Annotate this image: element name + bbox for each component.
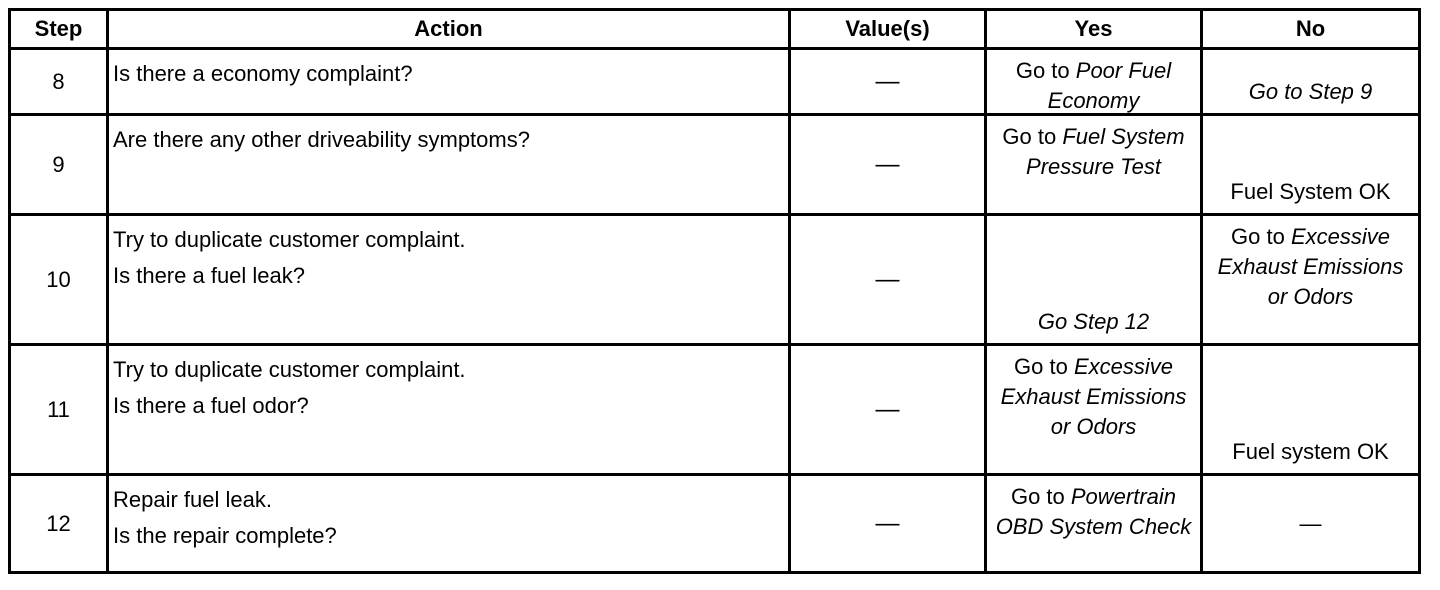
yes-plain: Go to bbox=[1014, 354, 1074, 379]
action-line: Is there a fuel odor? bbox=[113, 393, 309, 418]
header-no: No bbox=[1202, 10, 1420, 49]
header-step: Step bbox=[10, 10, 108, 49]
action-cell bbox=[108, 215, 790, 345]
table-row bbox=[10, 49, 1420, 115]
yes-text bbox=[987, 52, 1200, 120]
yes-italic: Go Step 12 bbox=[1037, 309, 1150, 334]
action-cell bbox=[108, 345, 790, 475]
action-line: Is the repair complete? bbox=[113, 523, 337, 548]
yes-text bbox=[987, 118, 1200, 186]
yes-cell bbox=[986, 215, 1202, 345]
yes-italic: Poor Fuel Economy bbox=[1047, 58, 1172, 113]
value-cell: — bbox=[790, 475, 986, 573]
value-cell: — bbox=[790, 345, 986, 475]
no-cell bbox=[1202, 115, 1420, 215]
value-cell: — bbox=[790, 115, 986, 215]
no-cell bbox=[1202, 49, 1420, 115]
action-line: Repair fuel leak. bbox=[113, 487, 272, 512]
no-text bbox=[1203, 218, 1418, 316]
action-line: Try to duplicate customer complaint. bbox=[113, 357, 466, 382]
action-line: Is there a economy complaint? bbox=[113, 61, 413, 86]
yes-text bbox=[987, 348, 1200, 446]
no-plain: Go to bbox=[1231, 224, 1291, 249]
no-italic: Excessive Exhaust Emissions or Odors bbox=[1217, 224, 1404, 309]
value-cell: — bbox=[790, 49, 986, 115]
yes-text bbox=[987, 303, 1200, 341]
header-values: Value(s) bbox=[790, 10, 986, 49]
yes-cell bbox=[986, 475, 1202, 573]
step-number: 11 bbox=[10, 345, 108, 475]
step-number: 9 bbox=[10, 115, 108, 215]
yes-cell bbox=[986, 115, 1202, 215]
yes-plain: Go to bbox=[1015, 58, 1076, 83]
no-plain: Fuel System OK bbox=[1230, 179, 1391, 204]
value-cell: — bbox=[790, 215, 986, 345]
no-cell bbox=[1202, 215, 1420, 345]
yes-plain: Go to bbox=[1010, 484, 1071, 509]
action-cell bbox=[108, 475, 790, 573]
action-cell bbox=[108, 115, 790, 215]
no-italic: Go to Step 9 bbox=[1248, 79, 1373, 104]
step-number: 10 bbox=[10, 215, 108, 345]
action-cell bbox=[108, 49, 790, 115]
yes-cell bbox=[986, 49, 1202, 115]
yes-italic: Excessive Exhaust Emissions or Odors bbox=[1000, 354, 1187, 439]
table-row bbox=[10, 115, 1420, 215]
yes-italic: Fuel System Pressure Test bbox=[1026, 124, 1185, 179]
header-action: Action bbox=[108, 10, 790, 49]
yes-italic: Powertrain OBD System Check bbox=[995, 484, 1192, 539]
action-line: Are there any other driveability symptoms? bbox=[113, 127, 530, 152]
action-line: Is there a fuel leak? bbox=[113, 263, 306, 288]
no-cell bbox=[1202, 345, 1420, 475]
no-text bbox=[1203, 505, 1418, 543]
table-row bbox=[10, 345, 1420, 475]
no-cell bbox=[1202, 475, 1420, 573]
no-text bbox=[1203, 73, 1418, 111]
table-row bbox=[10, 475, 1420, 573]
no-plain: Fuel system OK bbox=[1232, 439, 1389, 464]
yes-text bbox=[987, 478, 1200, 546]
no-plain: — bbox=[1299, 510, 1322, 536]
header-yes: Yes bbox=[986, 10, 1202, 49]
action-line: Try to duplicate customer complaint. bbox=[113, 227, 466, 252]
no-text bbox=[1203, 433, 1418, 471]
diagnostic-table bbox=[8, 8, 1421, 574]
yes-cell bbox=[986, 345, 1202, 475]
step-number: 8 bbox=[10, 49, 108, 115]
no-text bbox=[1203, 173, 1418, 211]
step-number: 12 bbox=[10, 475, 108, 573]
header-row bbox=[10, 10, 1420, 49]
table-row bbox=[10, 215, 1420, 345]
yes-plain: Go to bbox=[1002, 124, 1063, 149]
